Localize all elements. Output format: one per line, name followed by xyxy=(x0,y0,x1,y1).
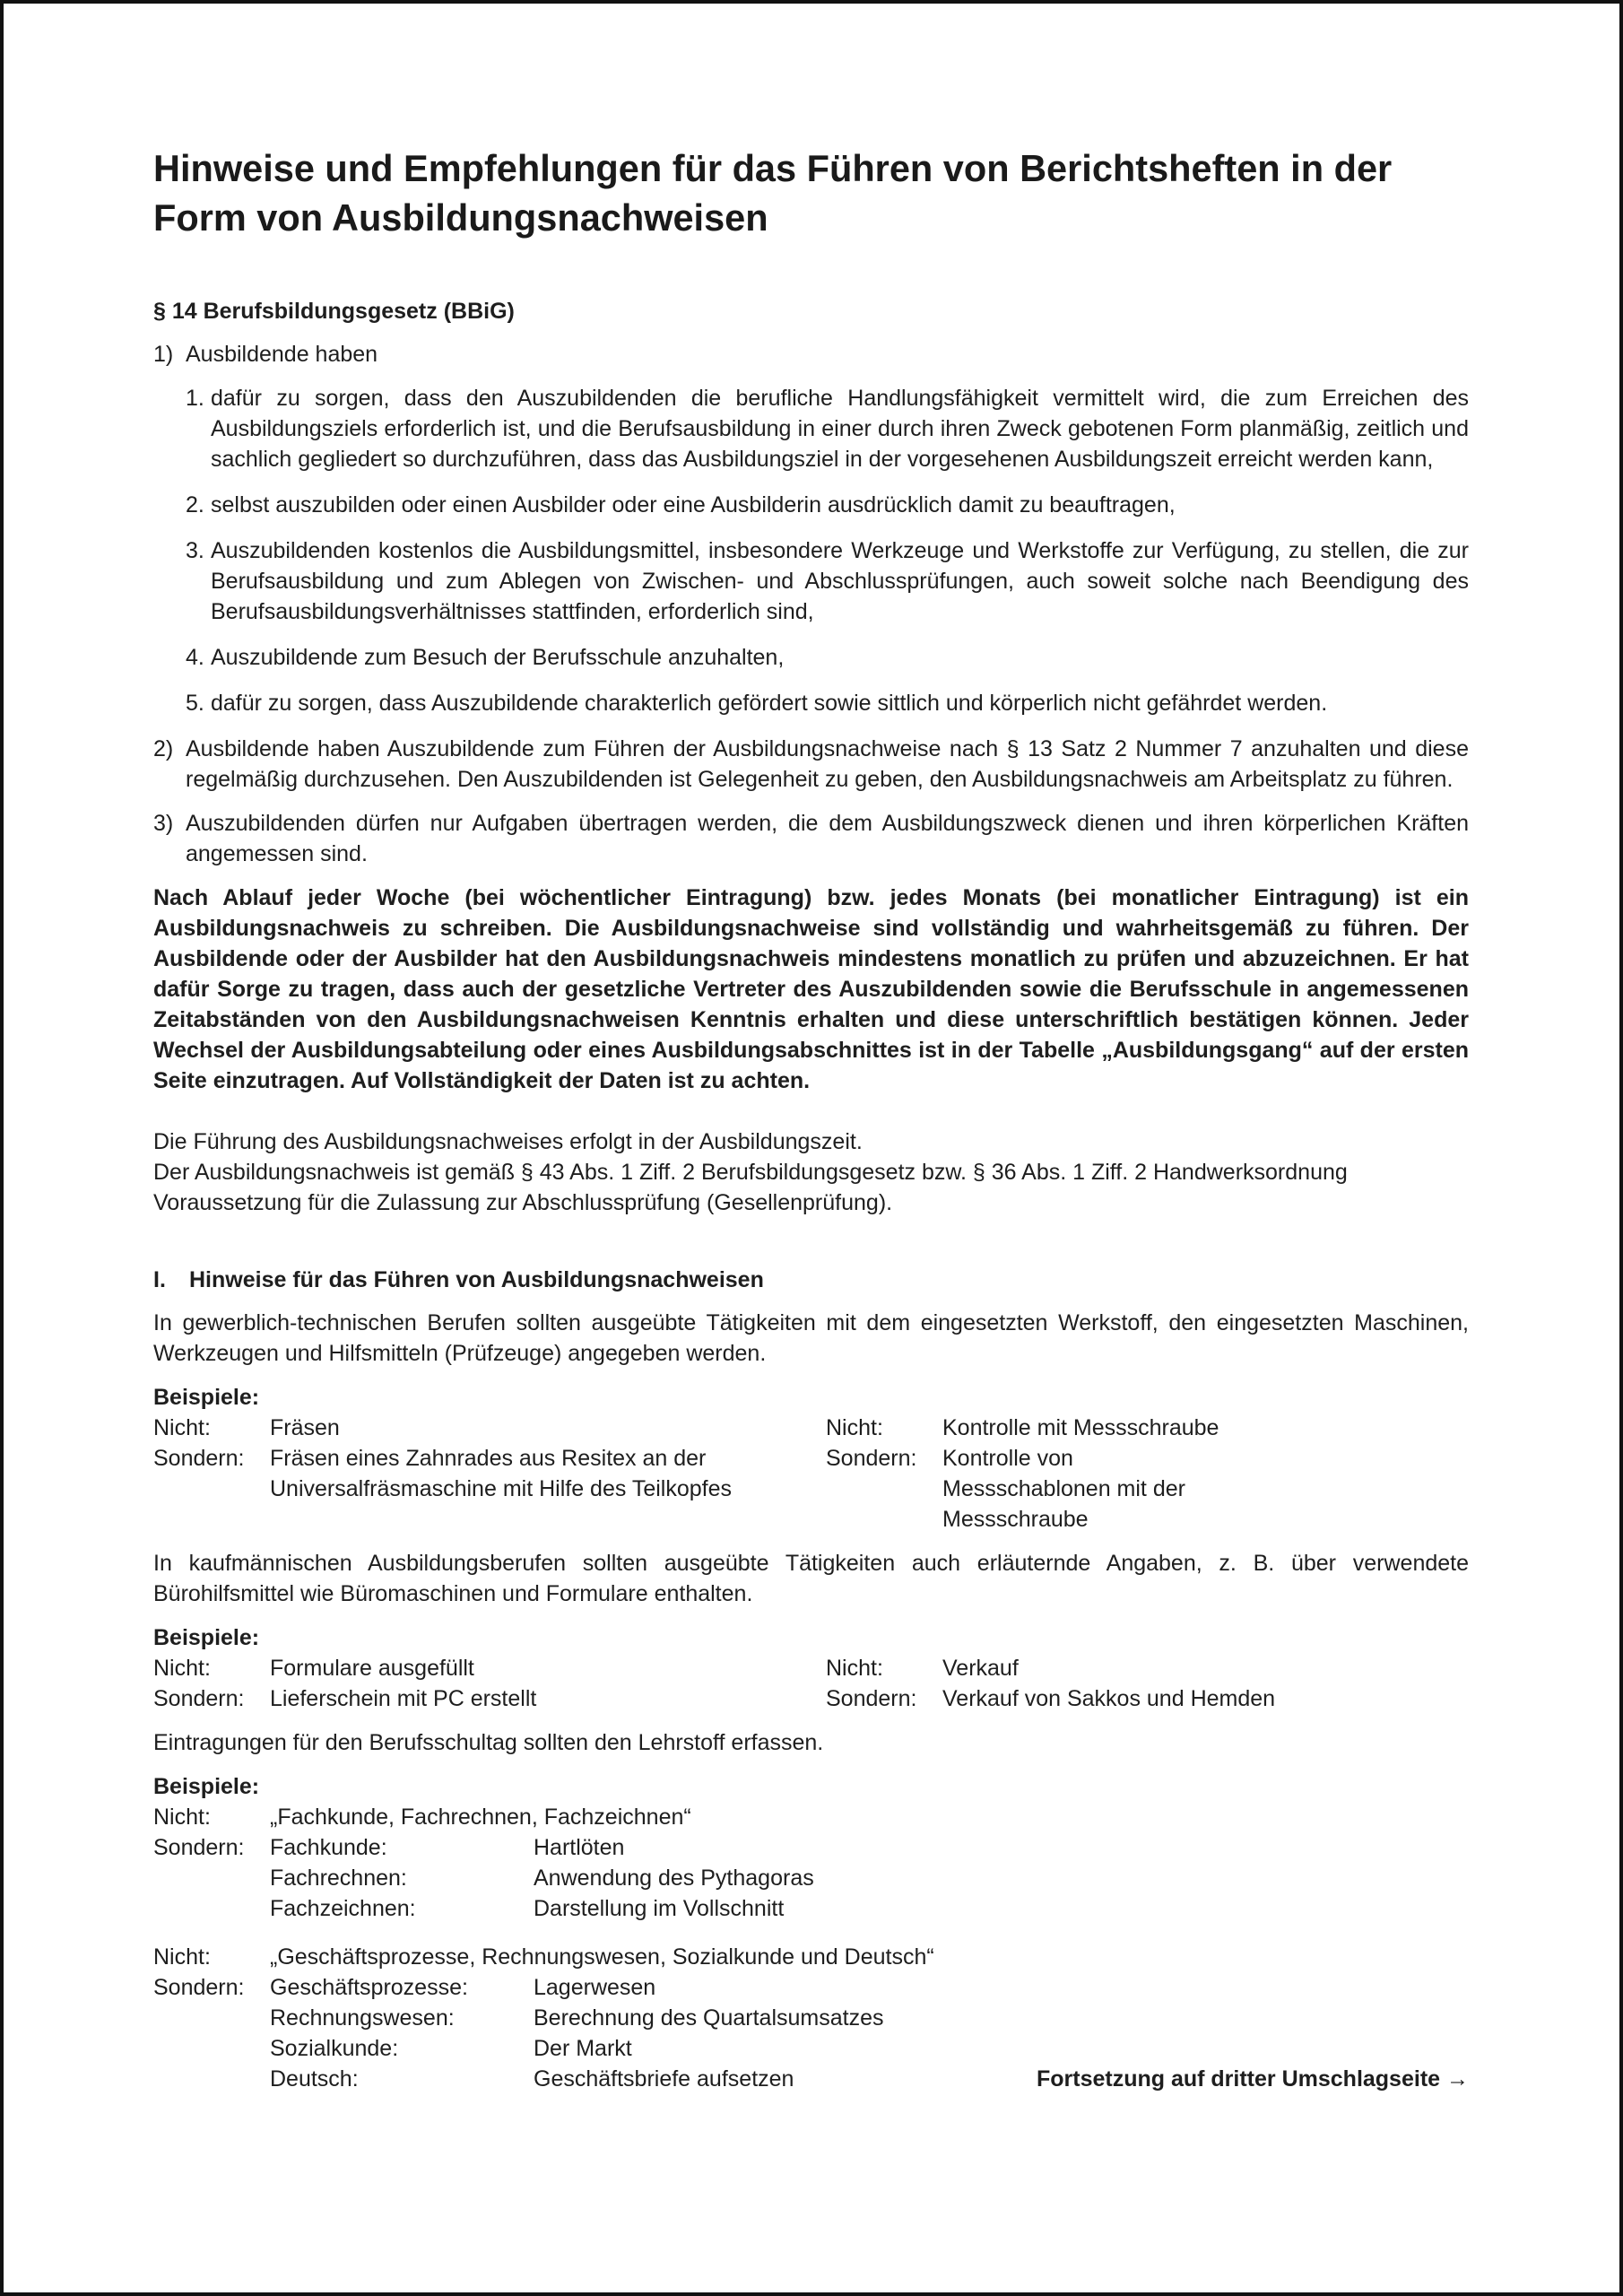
example-value: Fräsen xyxy=(270,1415,340,1440)
example-left xyxy=(153,1653,826,1683)
school-example-2-row xyxy=(153,2033,1469,2064)
sub-item-number: 4. xyxy=(186,645,204,670)
examples-label: Beispiele: xyxy=(153,1625,260,1650)
sub-item-text: Auszubildende zum Besuch der Berufsschule anzuhalten, xyxy=(211,645,785,670)
subject-label: Fachrechnen: xyxy=(270,1866,407,1891)
intro-technical: In gewerblich-technischen Berufen sollten ausgeübte Tätigkeiten mit dem eingesetzten Werkstoff, den eingesetzten Maschinen, Werkzeugen und Hilfsmitteln (Prüfzeuge) angegeben werden. xyxy=(153,1310,1469,1366)
section-heading xyxy=(153,1265,1469,1295)
subject-label: Fachkunde: xyxy=(270,1835,387,1860)
example-right xyxy=(826,1443,1469,1535)
example-value: Verkauf von Sakkos und Hemden xyxy=(942,1686,1276,1711)
law-item-1 xyxy=(153,339,1469,370)
example-row-sondern xyxy=(153,1683,1469,1714)
sondern-label: Sondern: xyxy=(153,1835,245,1860)
law-sub-item-2 xyxy=(186,490,1469,520)
example-row-nicht xyxy=(153,1413,1469,1443)
sub-item-text: selbst auszubilden oder einen Ausbilder oder eine Ausbilderin ausdrücklich damit zu beauftragen, xyxy=(211,492,1176,517)
law-item-number: 2) xyxy=(153,736,174,761)
example-value: Kontrolle von Messschablonen mit der Messschraube xyxy=(942,1446,1185,1532)
subject-label: Deutsch: xyxy=(270,2066,359,2092)
example-left xyxy=(153,1683,826,1714)
example-value: „Fachkunde, Fachrechnen, Fachzeichnen“ xyxy=(270,1805,691,1830)
law-heading: § 14 Berufsbildungsgesetz (BBiG) xyxy=(153,299,515,324)
school-example-2 xyxy=(153,1942,1469,2094)
examples-label: Beispiele: xyxy=(153,1774,260,1799)
example-value: Lieferschein mit PC erstellt xyxy=(270,1686,537,1711)
subject-label: Fachzeichnen: xyxy=(270,1896,416,1921)
subject-topic: Berechnung des Quartalsumsatzes xyxy=(534,2005,884,2031)
school-example-2-row xyxy=(153,1972,1469,2003)
document-content xyxy=(153,144,1469,2094)
school-example-1-row xyxy=(153,1893,1469,1924)
example-right xyxy=(826,1653,1469,1683)
subject-topic: Darstellung im Vollschnitt xyxy=(534,1896,785,1921)
law-sub-item-3 xyxy=(186,535,1469,627)
school-example-1-nicht xyxy=(153,1802,1469,1832)
law-sub-list xyxy=(186,383,1469,718)
sondern-label: Sondern: xyxy=(826,1686,917,1711)
nicht-label: Nicht: xyxy=(153,1944,211,1970)
example-value: Formulare ausgefüllt xyxy=(270,1656,474,1681)
law-item-number: 1) xyxy=(153,342,174,367)
bold-instruction-paragraph: Nach Ablauf jeder Woche (bei wöchentlicher Eintragung) bzw. jedes Monats (bei monatlicher Eintragung) ist ein Ausbildungsnachweis zu schreiben. Die Ausbildungsnachweise sind vollständig und wahrheitsgemäß zu führen. Der Ausbildende oder der Ausbilder hat den Ausbildungsnachweis mindestens monatlich zu prüfen und abzuzeichnen. Er hat dafür Sorge zu tragen, dass auch der gesetzliche Vertreter des Auszubildenden sowie die Berufsschule in angemessenen Zeitabständen von den Ausbildungsnachweisen Kenntnis erhalten und diese unterschriftlich bestätigen können. Jeder Wechsel der Ausbildungsabteilung oder eines Ausbildungsabschnittes ist in der Tabelle „Ausbildungsgang“ auf der ersten Seite einzutragen. Auf Vollständigkeit der Daten ist zu achten. xyxy=(153,885,1469,1093)
nicht-label: Nicht: xyxy=(153,1805,211,1830)
plain-line-1: Die Führung des Ausbildungsnachweises erfolgt in der Ausbildungszeit. xyxy=(153,1129,863,1154)
sondern-label: Sondern: xyxy=(153,1446,245,1471)
school-example-1-row xyxy=(153,1863,1469,1893)
sub-item-text: dafür zu sorgen, dass den Auszubildenden die berufliche Handlungsfähigkeit vermittelt wird, die zum Erreichen des Ausbildungsziels erforderlich ist, und die Berufsausbildung in einer durch ihren Zweck gebotenen Form planmäßig, zeitlich und sachlich gegliedert so durchzuführen, dass das Ausbildungsziel in der vorgesehenen Ausbildungszeit erreicht werden kann, xyxy=(211,386,1469,472)
intro-school: Eintragungen für den Berufsschultag sollten den Lehrstoff erfassen. xyxy=(153,1730,824,1755)
continuation-note: Fortsetzung auf dritter Umschlagseite → xyxy=(1036,2066,1469,2092)
page-title: Hinweise und Empfehlungen für das Führen von Berichtsheften in der Form von Ausbildungsnachweisen xyxy=(153,147,1393,239)
law-sub-item-1 xyxy=(186,383,1469,474)
law-item-text: Ausbildende haben xyxy=(186,342,378,367)
subject-topic: Anwendung des Pythagoras xyxy=(534,1866,814,1891)
sondern-label: Sondern: xyxy=(153,1686,245,1711)
sub-item-number: 2. xyxy=(186,492,204,517)
sub-item-text: dafür zu sorgen, dass Auszubildende charakterlich gefördert sowie sittlich und körperlich nicht gefährdet werden. xyxy=(211,691,1328,716)
school-example-2-row xyxy=(153,2003,1469,2033)
law-item-text: Ausbildende haben Auszubildende zum Führen der Ausbildungsnachweise nach § 13 Satz 2 Nummer 7 anzuhalten und diese regelmäßig durchzusehen. Den Auszubildenden ist Gelegenheit zu geben, den Ausbildungsnachweis am Arbeitsplatz zu führen. xyxy=(186,736,1469,792)
subject-label: Sozialkunde: xyxy=(270,2036,399,2061)
examples-label: Beispiele: xyxy=(153,1385,260,1410)
sub-item-number: 5. xyxy=(186,691,204,716)
subject-topic: Lagerwesen xyxy=(534,1975,656,2000)
plain-line-2: Der Ausbildungsnachweis ist gemäß § 43 Abs. 1 Ziff. 2 Berufsbildungsgesetz bzw. § 36 Abs. 1 Ziff. 2 Handwerksordnung xyxy=(153,1160,1348,1185)
nicht-label: Nicht: xyxy=(826,1415,883,1440)
example-value: Verkauf xyxy=(942,1656,1019,1681)
sub-item-number: 1. xyxy=(186,386,204,411)
law-item-text: Auszubildenden dürfen nur Aufgaben übertragen werden, die dem Ausbildungszweck dienen und ihren körperlichen Kräften angemessen sind. xyxy=(186,811,1469,866)
law-sub-item-5 xyxy=(186,688,1469,718)
nicht-label: Nicht: xyxy=(153,1656,211,1681)
sub-item-number: 3. xyxy=(186,538,204,563)
school-example-2-nicht xyxy=(153,1942,1469,1972)
example-left xyxy=(153,1443,826,1535)
subject-label: Geschäftsprozesse: xyxy=(270,1975,468,2000)
nicht-label: Nicht: xyxy=(153,1415,211,1440)
section-title: Hinweise für das Führen von Ausbildungsnachweisen xyxy=(189,1267,764,1292)
example-value: „Geschäftsprozesse, Rechnungswesen, Sozialkunde und Deutsch“ xyxy=(270,1944,934,1970)
law-sub-item-4 xyxy=(186,642,1469,673)
intro-commercial: In kaufmännischen Ausbildungsberufen sollten ausgeübte Tätigkeiten auch erläuternde Angaben, z. B. über verwendete Bürohilfsmittel wie Büromaschinen und Formulare enthalten. xyxy=(153,1551,1469,1606)
sondern-label: Sondern: xyxy=(153,1975,245,2000)
subject-topic: Der Markt xyxy=(534,2036,632,2061)
section-number: I. xyxy=(153,1267,166,1292)
law-item-3 xyxy=(153,808,1469,869)
subject-topic: Hartlöten xyxy=(534,1835,625,1860)
sondern-label: Sondern: xyxy=(826,1446,917,1471)
subject-label: Rechnungswesen: xyxy=(270,2005,455,2031)
plain-line-3: Voraussetzung für die Zulassung zur Abschlussprüfung (Gesellenprüfung). xyxy=(153,1190,893,1215)
subject-topic: Geschäftsbriefe aufsetzen xyxy=(534,2066,794,2092)
example-left xyxy=(153,1413,826,1443)
example-row-sondern xyxy=(153,1443,1469,1535)
law-item-number: 3) xyxy=(153,811,174,836)
example-value: Kontrolle mit Messschraube xyxy=(942,1415,1219,1440)
example-right xyxy=(826,1413,1469,1443)
law-item-2 xyxy=(153,734,1469,795)
example-value: Fräsen eines Zahnrades aus Resitex an der Universalfräsmaschine mit Hilfe des Teilkopfes xyxy=(270,1446,733,1501)
nicht-label: Nicht: xyxy=(826,1656,883,1681)
example-row-nicht xyxy=(153,1653,1469,1683)
sub-item-text: Auszubildenden kostenlos die Ausbildungsmittel, insbesondere Werkzeuge und Werkstoffe zur Verfügung, zu stellen, die zur Berufsausbildung und zum Ablegen von Zwischen- und Abschlussprüfungen, auch soweit solche nach Beendigung des Berufsausbildungsverhältnisses stattfinden, erforderlich sind, xyxy=(211,538,1469,624)
example-right xyxy=(826,1683,1469,1714)
school-example-1-row xyxy=(153,1832,1469,1863)
